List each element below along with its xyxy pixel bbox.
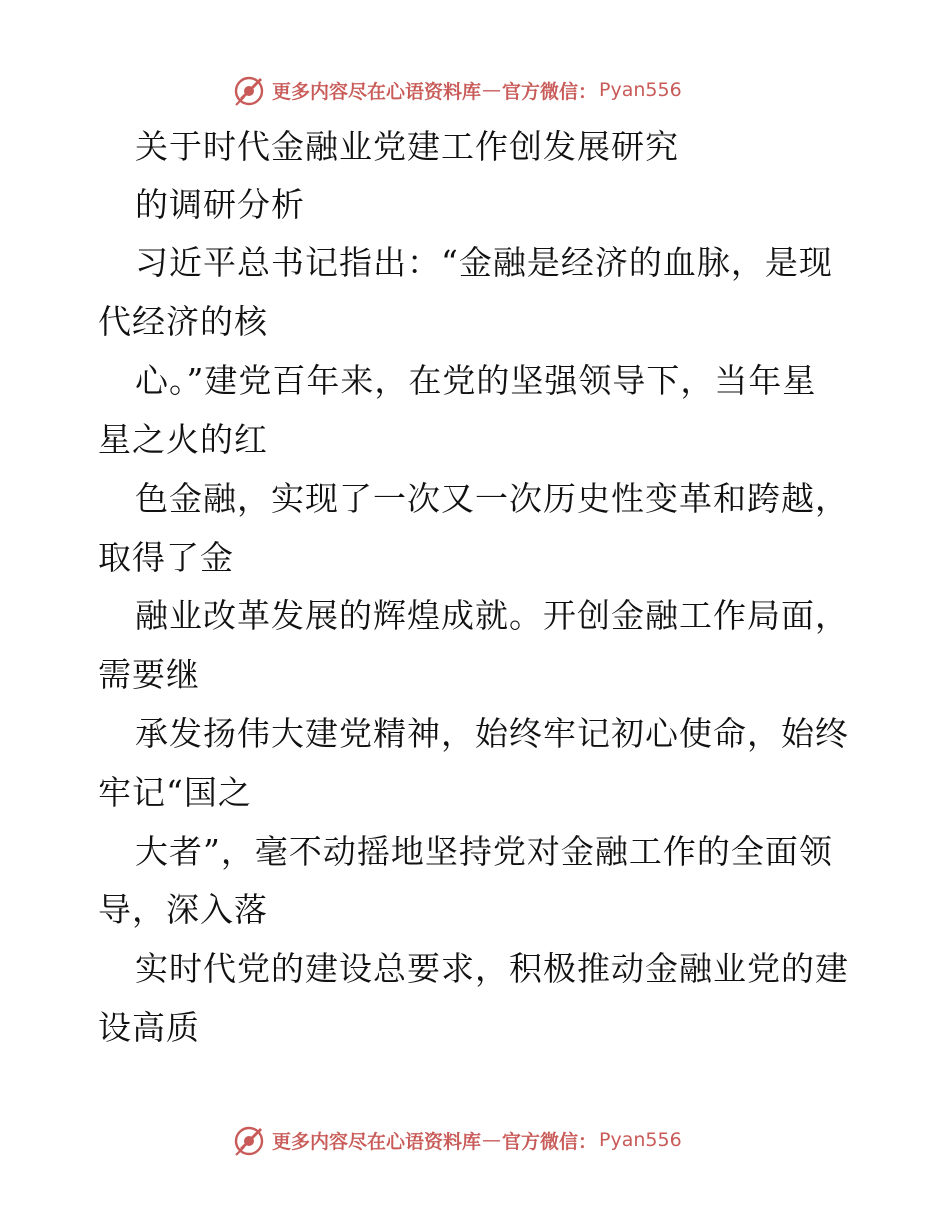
paragraph-line: 导，深入落 [98, 890, 268, 929]
paragraph-line: 设高质 [98, 1008, 200, 1047]
paragraph-line: 心。”建党百年来，在党的坚强领导下，当年星 [135, 361, 817, 400]
paragraph-line: 实时代党的建设总要求，积极推动金融业党的建 [135, 949, 849, 988]
paragraph-line: 色金融，实现了一次又一次历史性变革和跨越， [135, 479, 849, 518]
paragraph-line: 习近平总书记指出：“金融是经济的血脉，是现 [135, 243, 833, 282]
paragraph-line: 需要继 [98, 655, 200, 694]
paragraph-line: 星之火的红 [98, 420, 268, 459]
watermark-text: 更多内容尽在心语资料库 [272, 1130, 482, 1153]
watermark-dash: — [482, 79, 502, 101]
header-watermark [232, 70, 682, 110]
paragraph-line: 牢记“国之 [98, 773, 252, 812]
paragraph-line: 承发扬伟大建党精神，始终牢记初心使命，始终 [135, 714, 849, 753]
paragraph-line: 大者”，毫不动摇地坚持党对金融工作的全面领 [135, 832, 833, 871]
watermark-dash: — [482, 1129, 502, 1151]
document-title-line-2: 的调研分析 [135, 185, 305, 224]
pen-logo-icon [232, 1122, 268, 1158]
watermark-text: 更多内容尽在心语资料库 [272, 80, 482, 103]
document-title-line-1: 关于时代金融业党建工作创发展研究 [135, 127, 679, 166]
paragraph-line: 取得了金 [98, 538, 234, 577]
paragraph-line: 代经济的核 [98, 302, 268, 341]
watermark-account-id: Pyan556 [599, 1129, 682, 1151]
watermark-account-id: Pyan556 [599, 79, 682, 101]
footer-watermark [232, 1120, 682, 1160]
pen-logo-icon [232, 72, 268, 108]
paragraph-line: 融业改革发展的辉煌成就。开创金融工作局面， [135, 596, 849, 635]
watermark-account-label: 官方微信： [502, 1130, 598, 1153]
watermark-account-label: 官方微信： [502, 80, 598, 103]
